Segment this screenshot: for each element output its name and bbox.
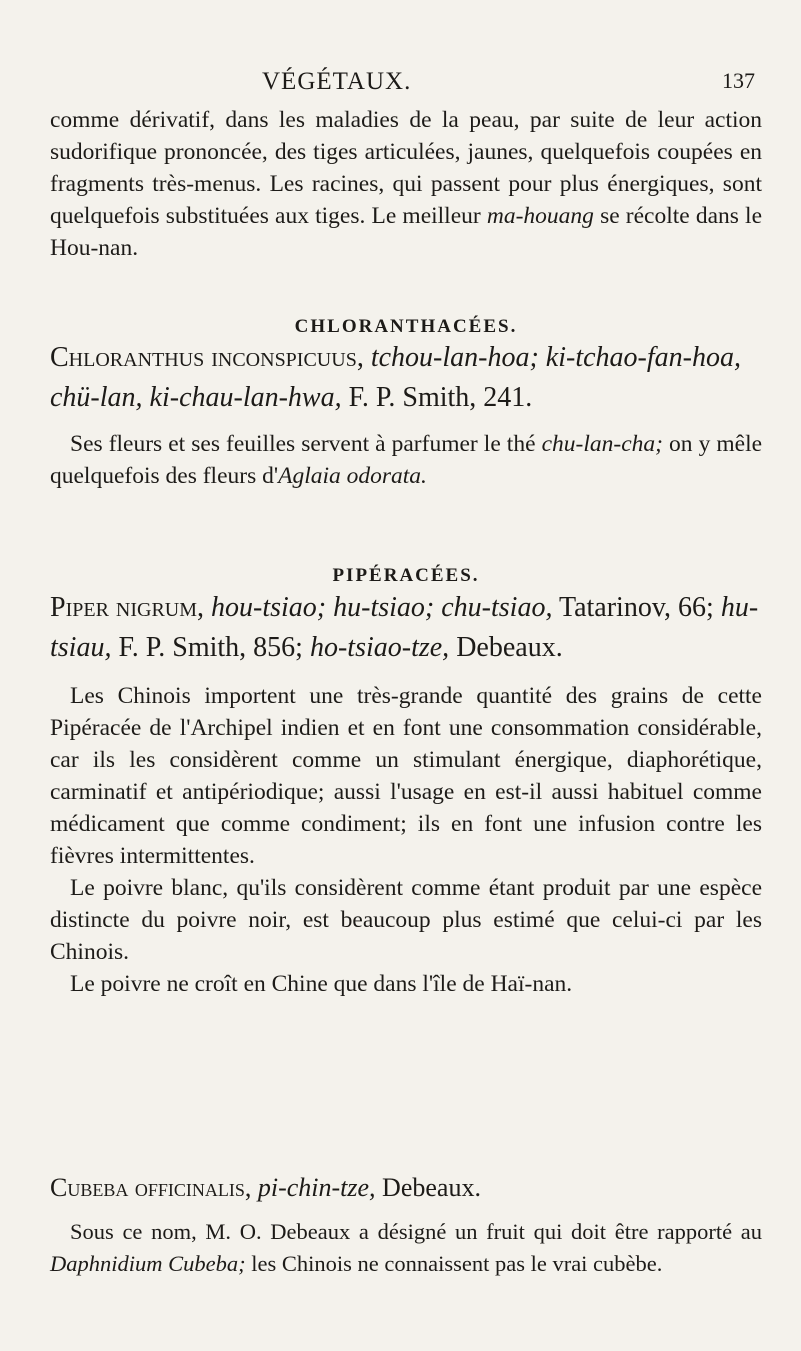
intro-text: comme dérivatif, dans les maladies de la peau, par suite de leur action sudorifique prononcée, des tiges articulées, jaunes, quelquefois coupées en fragments très-menus. Les racines, qui passent pour plus énergiques, sont quelquefois substituées aux tiges. Le meilleur bbox=[50, 107, 762, 229]
piper-ref-2: F. P. Smith, 856; bbox=[118, 632, 303, 663]
intro-term: ma-houang bbox=[486, 203, 594, 229]
cubeba-name: Cubeba officinalis, bbox=[50, 1173, 252, 1202]
cubeba-desc-term: Daphnidium Cubeba; bbox=[50, 1251, 246, 1276]
piper-ref-3: Debeaux. bbox=[456, 632, 563, 663]
cubeba-entry bbox=[50, 1168, 762, 1208]
section-heading-chloranthaceae: CHLORANTHACÉES. bbox=[294, 316, 518, 337]
intro-paragraph bbox=[50, 104, 762, 264]
chloranthus-entry bbox=[50, 338, 762, 418]
chloranthus-desc-2: on y mêle quelquefois des fleurs d' bbox=[50, 431, 763, 489]
cubeba-chinese-names: pi-chin-tze, bbox=[257, 1173, 376, 1202]
piper-name: Piper nigrum, bbox=[50, 592, 205, 623]
intro-paragraph-block bbox=[50, 104, 762, 264]
page-header bbox=[0, 68, 801, 98]
chloranthus-desc-term-2: Aglaia odorata. bbox=[278, 463, 427, 489]
intro-tail: se récolte dans le Hou-nan. bbox=[50, 203, 763, 261]
page-number: 137 bbox=[722, 68, 755, 93]
piper-paragraph-3: Le poivre ne croît en Chine que dans l'île de Haï-nan. bbox=[70, 971, 573, 997]
cubeba-description bbox=[50, 1216, 762, 1280]
piper-names-2: hu-tsiau, bbox=[50, 592, 759, 663]
cubeba-entry-block bbox=[50, 1168, 762, 1280]
chloranthaceae-heading-block bbox=[50, 316, 762, 338]
section-heading-piperaceae: PIPÉRACÉES. bbox=[332, 565, 480, 586]
chloranthus-name: Chloranthus inconspicuus, bbox=[50, 342, 364, 373]
cubeba-desc-2: les Chinois ne connaissent pas le vrai cubèbe. bbox=[251, 1251, 663, 1276]
piper-paragraph-2: Le poivre blanc, qu'ils considèrent comme étant produit par une espèce distincte du poivre noir, est beaucoup plus estimé que celui-ci par les Chinois. bbox=[50, 875, 762, 965]
piper-entry bbox=[50, 588, 762, 668]
running-title: VÉGÉTAUX. bbox=[262, 68, 412, 95]
chloranthus-description bbox=[50, 428, 762, 492]
chloranthus-desc-1: Ses fleurs et ses feuilles servent à parfumer le thé bbox=[70, 431, 536, 457]
piper-paragraph-1: Les Chinois importent une très-grande quantité des grains de cette Pipéracée de l'Archipel indien et en font une consommation considérable, car ils les considèrent comme un stimulant énergique, diaphorétique, carminatif et antipériodique; aussi l'usage en est-il aussi habituel comme médicament que comme condiment; ils en font une infusion contre les fièvres intermittentes. bbox=[50, 683, 762, 869]
piperaceae-heading-block bbox=[50, 565, 762, 587]
chloranthus-chinese-names: tchou-lan-hoa; ki-tchao-fan-hoa, chü-lan, ki-chau-lan-hwa, bbox=[50, 342, 741, 413]
chloranthus-desc-term-1: chu-lan-cha; bbox=[541, 431, 663, 457]
piper-names-3: ho-tsiao-tze, bbox=[309, 632, 450, 663]
chloranthaceae-entry-block bbox=[50, 338, 762, 492]
piper-ref-1: Tatarinov, 66; bbox=[558, 592, 714, 623]
piperaceae-entry-block bbox=[50, 588, 762, 1000]
cubeba-reference: Debeaux. bbox=[382, 1173, 481, 1202]
chloranthus-reference: F. P. Smith, 241. bbox=[348, 382, 533, 413]
cubeba-desc-1: Sous ce nom, M. O. Debeaux a désigné un fruit qui doit être rapporté au bbox=[70, 1219, 762, 1244]
piper-names-1: hou-tsiao; hu-tsiao; chu-tsiao, bbox=[211, 592, 553, 623]
